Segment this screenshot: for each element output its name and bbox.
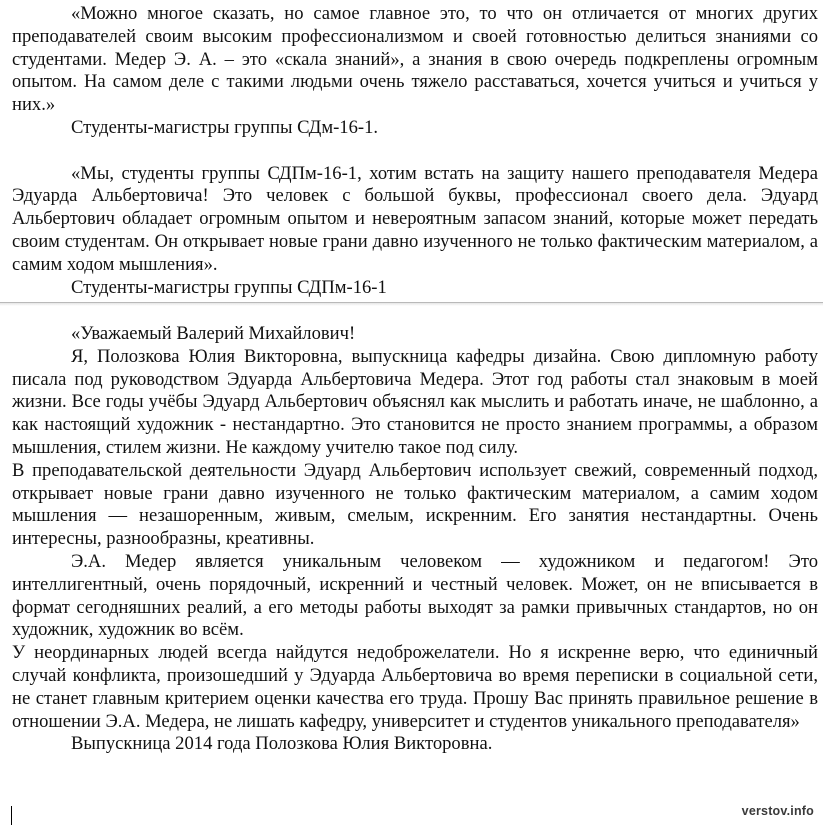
letter-signature: Выпускница 2014 года Полозкова Юлия Викторовна. (71, 733, 493, 755)
review-1-text: «Можно многое сказать, но самое главное это, то что он отличается от многих других преподавателей своим высоким профессионализмом и своей готовностью делиться знаниями со студентами. Медер Э. А. – это «скала знаний», а знания в свою очередь подкреплены огромным опытом. На самом деле с такими людьми очень тяжело расставаться, хочется учиться и учиться у них.» (12, 3, 818, 116)
page-break-shadow (0, 303, 823, 306)
review-1-signature: Студенты-магистры группы СДм-16-1. (71, 116, 379, 138)
watermark: verstov.info (741, 804, 814, 818)
paragraph-gap (12, 140, 818, 163)
text-cursor (11, 806, 12, 825)
letter-paragraph-2: В преподавательской деятельности Эдуард Альбертович использует свежий, современный подход, открывает новые грани давно изученного не только фактическим материалом, а самим ходом мышления — незашоренным, живым, смелым, искренним. Его занятия нестандартны. Очень интересны, разнообразны, креативны. (12, 459, 818, 550)
letter-paragraph-3: Э.А. Медер является уникальным человеком — художником и педагогом! Это интеллигентный, очень порядочный, искренний и честный человек. Может, он не вписывается в формат сегодняшних реалий, а его методы работы выходят за рамки привычных стандартов, но он художник, художник во всём. (12, 550, 818, 641)
letter-paragraph-1: Я, Полозкова Юлия Викторовна, выпускница кафедры дизайна. Свою дипломную работу писала под руководством Эдуарда Альбертовича Медера. Этот год работы стал знаковым в моей жизни. Все годы учёбы Эдуард Альбертович объяснял как мыслить и работать иначе, не шаблонно, а как настоящий художник - нестандартно. Это становится не просто знанием программы, а образом мышления, стилем жизни. Не каждому учителю такое под силу. (12, 345, 818, 458)
review-2-signature: Студенты-магистры группы СДПм-16-1 (71, 276, 387, 298)
review-2-text: «Мы, студенты группы СДПм-16-1, хотим встать на защиту нашего преподавателя Медера Эдуарда Альбертовича! Это человек с большой буквы, профессионал своего дела. Эдуард Альбертович обладает огромным опытом и невероятным запасом знаний, которые может передать своим студентам. Он открывает новые грани давно изученного не только фактическим материалом, а самим ходом мышления». (12, 162, 818, 275)
document-page-1 (12, 3, 818, 299)
letter-greeting: «Уважаемый Валерий Михайлович! (71, 323, 356, 344)
document-page-2 (12, 323, 818, 756)
letter-paragraph-4: У неординарных людей всегда найдутся недоброжелатели. Но я искренне верю, что единичный случай конфликта, произошедший у Эдуарда Альбертовича во время переписки в социальной сети, не станет главным критерием оценки качества его труда. Прошу Вас принять правильное решение в отношении Э.А. Медера, не лишать кафедру, университет и студентов уникального преподавателя» (12, 642, 818, 732)
